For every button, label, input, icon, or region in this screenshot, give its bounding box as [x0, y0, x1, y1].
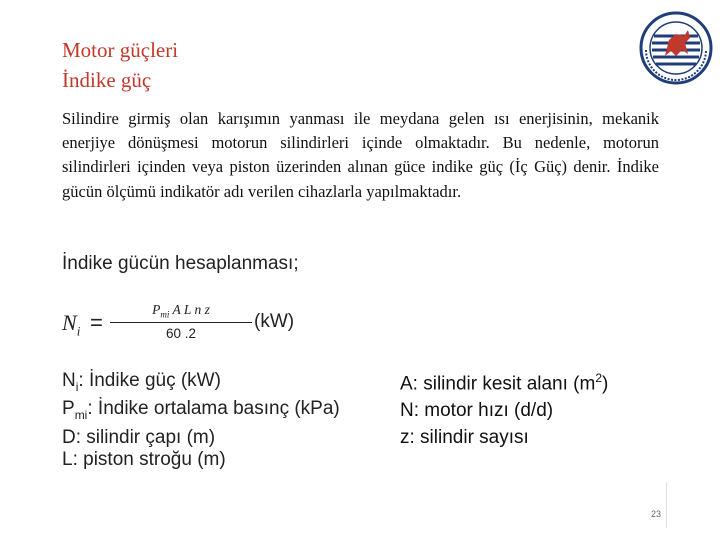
definitions-left — [62, 370, 340, 472]
body-paragraph: Silindire girmiş olan karışımın yanması ile meydana gelen ısı enerjisinin, mekanik enerjiye dönüşmesi motorun silindirleri içinde olmaktadır. Bu nedenle, motorun silindirleri içinden veya piston üzerinden alınan güce indike güç (İç Güç) denir. İndike gücün ölçümü indikatör adı verilen cihazlarla yapılmaktadır. — [62, 109, 659, 201]
slide-title: Motor güçleri — [62, 38, 179, 62]
page-divider — [666, 482, 667, 528]
formula-numerator: $P_{mi}$ A L n z — [110, 302, 252, 323]
definition-ni: $N_i$: İndike güç (kW) — [62, 370, 221, 394]
university-seal-icon — [638, 10, 714, 86]
definitions-right — [400, 365, 608, 451]
definition-d: D: silindir çapı (m) — [62, 426, 216, 448]
calculation-heading: İndike gücün hesaplanması; — [62, 253, 299, 274]
formula-unit: (kW) — [254, 311, 295, 332]
definition-n: N: motor hızı (d/d) — [400, 400, 554, 422]
formula-denominator: 60 .2 — [165, 325, 197, 341]
slide-subtitle: İndike güç — [62, 68, 152, 92]
formula-lhs: $N_i$ — [62, 310, 81, 339]
definition-a: A: silindir kesit alanı $(m^2)$ — [400, 371, 609, 395]
indicated-power-formula — [62, 302, 322, 344]
page-number: 23 — [651, 509, 662, 519]
formula-fraction — [110, 302, 252, 341]
definition-z: z: silindir sayısı — [400, 427, 529, 449]
definition-pmi: $P_{mi}$: İndike ortalama basınç (kPa) — [62, 398, 340, 423]
formula-equals: = — [90, 310, 103, 335]
definition-l: L: piston stroğu (m) — [62, 449, 226, 471]
